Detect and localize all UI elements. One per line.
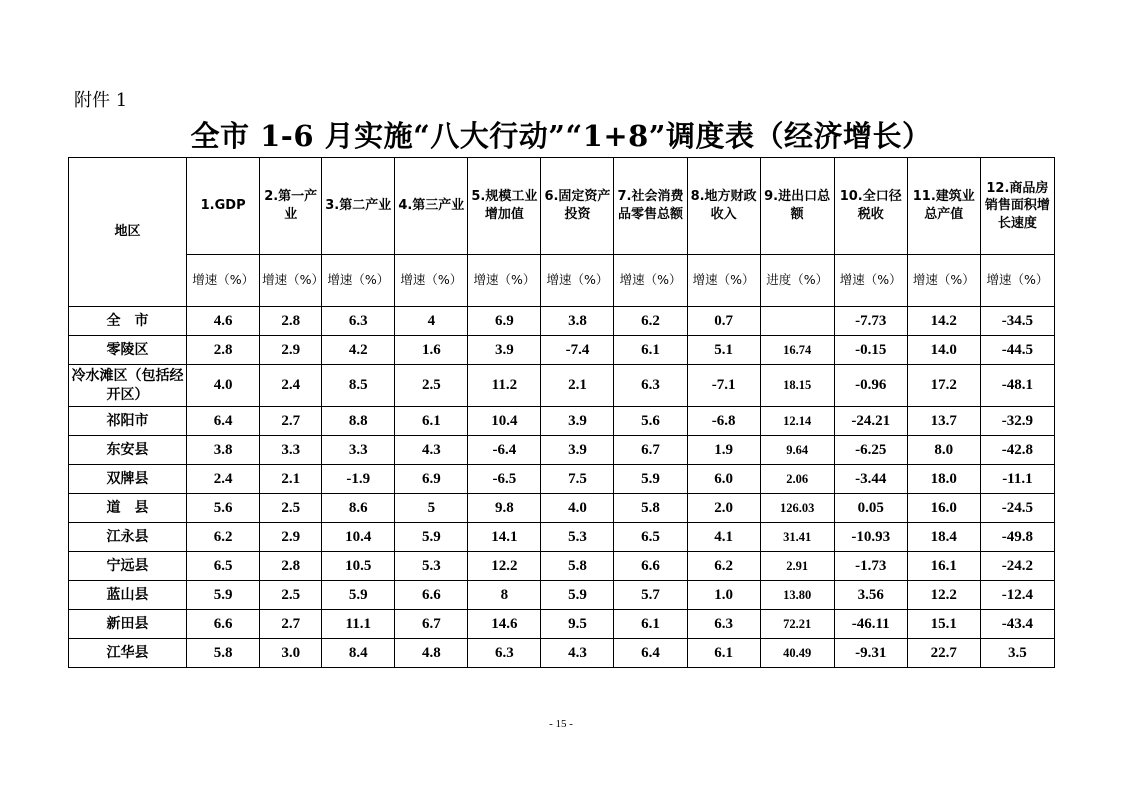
value-cell: -7.1 xyxy=(687,365,760,407)
value-cell: -32.9 xyxy=(980,407,1054,436)
value-cell: 2.7 xyxy=(260,407,322,436)
value-cell: 14.0 xyxy=(907,336,980,365)
value-cell: -34.5 xyxy=(980,307,1054,336)
value-cell: 13.7 xyxy=(907,407,980,436)
value-cell: 12.2 xyxy=(907,581,980,610)
value-cell: 6.1 xyxy=(614,610,687,639)
value-cell: 4.3 xyxy=(395,436,468,465)
value-cell xyxy=(760,307,834,336)
table-row xyxy=(69,494,1055,523)
unit-label: 进度（%） xyxy=(760,255,834,307)
region-cell: 江华县 xyxy=(69,639,187,668)
unit-label: 增速（%） xyxy=(687,255,760,307)
value-cell: 8.4 xyxy=(322,639,395,668)
value-cell: -44.5 xyxy=(980,336,1054,365)
region-cell: 东安县 xyxy=(69,436,187,465)
value-cell: 5.9 xyxy=(541,581,614,610)
value-cell: 4.2 xyxy=(322,336,395,365)
unit-label: 增速（%） xyxy=(614,255,687,307)
value-cell: 6.1 xyxy=(395,407,468,436)
value-cell: 5.8 xyxy=(541,552,614,581)
value-cell: 5.9 xyxy=(395,523,468,552)
value-cell: 12.2 xyxy=(468,552,541,581)
unit-label: 增速（%） xyxy=(541,255,614,307)
column-header: 3.第二产业 xyxy=(322,158,395,255)
value-cell: -24.21 xyxy=(834,407,907,436)
unit-label: 增速（%） xyxy=(907,255,980,307)
column-header: 1.GDP xyxy=(187,158,260,255)
value-cell: -46.11 xyxy=(834,610,907,639)
value-cell: 7.5 xyxy=(541,465,614,494)
value-cell: 0.05 xyxy=(834,494,907,523)
value-cell: -43.4 xyxy=(980,610,1054,639)
value-cell: 0.7 xyxy=(687,307,760,336)
value-cell: 14.2 xyxy=(907,307,980,336)
value-cell: 1.0 xyxy=(687,581,760,610)
value-cell: 6.1 xyxy=(614,336,687,365)
column-header: 9.进出口总额 xyxy=(760,158,834,255)
value-cell: 2.8 xyxy=(260,552,322,581)
value-cell: 6.6 xyxy=(187,610,260,639)
value-cell: 18.0 xyxy=(907,465,980,494)
region-cell: 全 市 xyxy=(69,307,187,336)
region-cell: 冷水滩区（包括经开区） xyxy=(69,365,187,407)
value-cell: -7.73 xyxy=(834,307,907,336)
value-cell: 3.5 xyxy=(980,639,1054,668)
column-header: 12.商品房销售面积增长速度 xyxy=(980,158,1054,255)
region-cell: 新田县 xyxy=(69,610,187,639)
value-cell: 4.6 xyxy=(187,307,260,336)
value-cell: 31.41 xyxy=(760,523,834,552)
value-cell: 22.7 xyxy=(907,639,980,668)
page-title: 全市 1-6 月实施“八大行动”“1+8”调度表（经济增长） xyxy=(190,119,932,153)
value-cell: 3.8 xyxy=(187,436,260,465)
value-cell: 3.3 xyxy=(260,436,322,465)
value-cell: 2.8 xyxy=(187,336,260,365)
value-cell: 4.0 xyxy=(541,494,614,523)
value-cell: 6.1 xyxy=(687,639,760,668)
value-cell: 9.64 xyxy=(760,436,834,465)
value-cell: 72.21 xyxy=(760,610,834,639)
column-header: 6.固定资产投资 xyxy=(541,158,614,255)
value-cell: -0.96 xyxy=(834,365,907,407)
value-cell: -6.8 xyxy=(687,407,760,436)
value-cell: 3.9 xyxy=(541,436,614,465)
table-row xyxy=(69,307,1055,336)
page-number: - 15 - xyxy=(549,718,573,730)
value-cell: 6.5 xyxy=(187,552,260,581)
table-row xyxy=(69,523,1055,552)
table-row xyxy=(69,365,1055,407)
region-cell: 祁阳市 xyxy=(69,407,187,436)
value-cell: 2.5 xyxy=(260,581,322,610)
value-cell: 10.4 xyxy=(468,407,541,436)
table-row xyxy=(69,581,1055,610)
value-cell: 15.1 xyxy=(907,610,980,639)
value-cell: 40.49 xyxy=(760,639,834,668)
unit-row xyxy=(69,255,1055,307)
value-cell: 4.8 xyxy=(395,639,468,668)
value-cell: 2.1 xyxy=(260,465,322,494)
value-cell: 2.7 xyxy=(260,610,322,639)
value-cell: 6.3 xyxy=(322,307,395,336)
value-cell: -10.93 xyxy=(834,523,907,552)
column-header: 8.地方财政收入 xyxy=(687,158,760,255)
value-cell: 3.8 xyxy=(541,307,614,336)
value-cell: 2.0 xyxy=(687,494,760,523)
value-cell: 3.0 xyxy=(260,639,322,668)
value-cell: 6.2 xyxy=(614,307,687,336)
value-cell: 8.8 xyxy=(322,407,395,436)
value-cell: 5.8 xyxy=(187,639,260,668)
value-cell: 4.1 xyxy=(687,523,760,552)
value-cell: 16.74 xyxy=(760,336,834,365)
value-cell: 5.9 xyxy=(322,581,395,610)
value-cell: 6.2 xyxy=(187,523,260,552)
value-cell: 8.0 xyxy=(907,436,980,465)
value-cell: 10.4 xyxy=(322,523,395,552)
value-cell: 6.9 xyxy=(468,307,541,336)
table-row xyxy=(69,407,1055,436)
unit-label: 增速（%） xyxy=(187,255,260,307)
value-cell: 5.9 xyxy=(187,581,260,610)
header-row xyxy=(69,158,1055,255)
value-cell: 9.5 xyxy=(541,610,614,639)
value-cell: 10.5 xyxy=(322,552,395,581)
value-cell: -6.4 xyxy=(468,436,541,465)
table-row xyxy=(69,639,1055,668)
value-cell: 6.6 xyxy=(614,552,687,581)
column-header: 10.全口径税收 xyxy=(834,158,907,255)
value-cell: 6.4 xyxy=(614,639,687,668)
value-cell: 16.0 xyxy=(907,494,980,523)
value-cell: -1.73 xyxy=(834,552,907,581)
value-cell: 18.15 xyxy=(760,365,834,407)
value-cell: 5.6 xyxy=(187,494,260,523)
value-cell: 6.7 xyxy=(614,436,687,465)
value-cell: 14.6 xyxy=(468,610,541,639)
value-cell: 2.06 xyxy=(760,465,834,494)
value-cell: -11.1 xyxy=(980,465,1054,494)
table-row xyxy=(69,552,1055,581)
value-cell: 13.80 xyxy=(760,581,834,610)
value-cell: -24.2 xyxy=(980,552,1054,581)
value-cell: 6.5 xyxy=(614,523,687,552)
value-cell: 8.5 xyxy=(322,365,395,407)
value-cell: 6.3 xyxy=(468,639,541,668)
value-cell: 4.0 xyxy=(187,365,260,407)
region-header: 地区 xyxy=(69,158,187,307)
value-cell: 2.5 xyxy=(395,365,468,407)
region-cell: 蓝山县 xyxy=(69,581,187,610)
value-cell: 6.4 xyxy=(187,407,260,436)
value-cell: 8 xyxy=(468,581,541,610)
value-cell: -7.4 xyxy=(541,336,614,365)
value-cell: 6.6 xyxy=(395,581,468,610)
table-row xyxy=(69,610,1055,639)
value-cell: -3.44 xyxy=(834,465,907,494)
value-cell: 5.3 xyxy=(541,523,614,552)
value-cell: 2.91 xyxy=(760,552,834,581)
value-cell: 4.3 xyxy=(541,639,614,668)
column-header: 11.建筑业总产值 xyxy=(907,158,980,255)
value-cell: 2.9 xyxy=(260,523,322,552)
region-cell: 双牌县 xyxy=(69,465,187,494)
value-cell: 14.1 xyxy=(468,523,541,552)
value-cell: 3.3 xyxy=(322,436,395,465)
value-cell: 5.9 xyxy=(614,465,687,494)
value-cell: 6.9 xyxy=(395,465,468,494)
value-cell: 6.3 xyxy=(614,365,687,407)
unit-label: 增速（%） xyxy=(395,255,468,307)
region-cell: 江永县 xyxy=(69,523,187,552)
value-cell: -24.5 xyxy=(980,494,1054,523)
value-cell: -1.9 xyxy=(322,465,395,494)
value-cell: -49.8 xyxy=(980,523,1054,552)
column-header: 7.社会消费品零售总额 xyxy=(614,158,687,255)
value-cell: -6.5 xyxy=(468,465,541,494)
value-cell: 9.8 xyxy=(468,494,541,523)
attachment-label: 附件 1 xyxy=(74,90,128,111)
value-cell: 16.1 xyxy=(907,552,980,581)
value-cell: 8.6 xyxy=(322,494,395,523)
dispatch-table xyxy=(68,157,1055,668)
value-cell: 2.9 xyxy=(260,336,322,365)
value-cell: 5.6 xyxy=(614,407,687,436)
value-cell: 6.2 xyxy=(687,552,760,581)
value-cell: 2.4 xyxy=(187,465,260,494)
table-row xyxy=(69,465,1055,494)
value-cell: -48.1 xyxy=(980,365,1054,407)
value-cell: 1.9 xyxy=(687,436,760,465)
value-cell: 5 xyxy=(395,494,468,523)
region-cell: 道 县 xyxy=(69,494,187,523)
value-cell: 2.4 xyxy=(260,365,322,407)
value-cell: 6.0 xyxy=(687,465,760,494)
table-row xyxy=(69,436,1055,465)
value-cell: 6.7 xyxy=(395,610,468,639)
column-header: 2.第一产业 xyxy=(260,158,322,255)
value-cell: 18.4 xyxy=(907,523,980,552)
value-cell: -6.25 xyxy=(834,436,907,465)
value-cell: 4 xyxy=(395,307,468,336)
value-cell: 5.3 xyxy=(395,552,468,581)
value-cell: -12.4 xyxy=(980,581,1054,610)
table-body xyxy=(69,158,1055,668)
value-cell: 11.1 xyxy=(322,610,395,639)
value-cell: 5.8 xyxy=(614,494,687,523)
unit-label: 增速（%） xyxy=(980,255,1054,307)
value-cell: 3.9 xyxy=(541,407,614,436)
value-cell: 1.6 xyxy=(395,336,468,365)
value-cell: 11.2 xyxy=(468,365,541,407)
column-header: 5.规模工业增加值 xyxy=(468,158,541,255)
value-cell: 126.03 xyxy=(760,494,834,523)
column-header: 4.第三产业 xyxy=(395,158,468,255)
unit-label: 增速（%） xyxy=(468,255,541,307)
value-cell: 17.2 xyxy=(907,365,980,407)
table-row xyxy=(69,336,1055,365)
value-cell: 6.3 xyxy=(687,610,760,639)
value-cell: 12.14 xyxy=(760,407,834,436)
value-cell: -0.15 xyxy=(834,336,907,365)
value-cell: 5.7 xyxy=(614,581,687,610)
value-cell: -42.8 xyxy=(980,436,1054,465)
value-cell: 2.1 xyxy=(541,365,614,407)
unit-label: 增速（%） xyxy=(322,255,395,307)
unit-label: 增速（%） xyxy=(260,255,322,307)
value-cell: 3.56 xyxy=(834,581,907,610)
value-cell: 5.1 xyxy=(687,336,760,365)
value-cell: 3.9 xyxy=(468,336,541,365)
unit-label: 增速（%） xyxy=(834,255,907,307)
value-cell: -9.31 xyxy=(834,639,907,668)
region-cell: 零陵区 xyxy=(69,336,187,365)
value-cell: 2.8 xyxy=(260,307,322,336)
region-cell: 宁远县 xyxy=(69,552,187,581)
value-cell: 2.5 xyxy=(260,494,322,523)
